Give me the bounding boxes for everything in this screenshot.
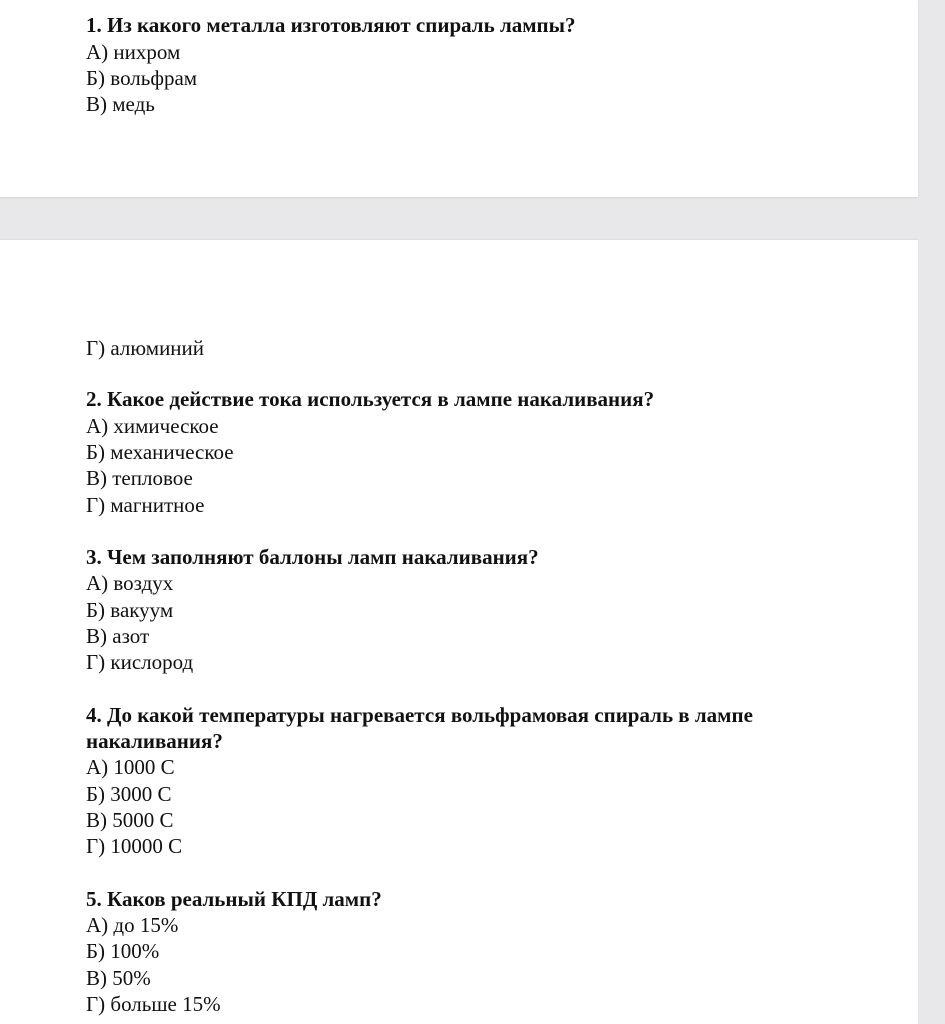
question-4-title-line-2: накаливания? — [86, 729, 223, 753]
question-3-option-d: Г) кислород — [86, 650, 194, 674]
question-2-title: 2. Какое действие тока используется в лампе накаливания? — [86, 387, 655, 411]
question-4-option-d: Г) 10000 С — [86, 834, 183, 858]
question-3-option-c: В) азот — [86, 624, 150, 648]
question-2-option-c: В) тепловое — [86, 466, 193, 490]
question-2-option-a: А) химическое — [86, 414, 219, 438]
document-page-2 — [0, 240, 918, 1024]
question-3-option-b: Б) вакуум — [86, 598, 174, 622]
question-3-title: 3. Чем заполняют баллоны ламп накаливания? — [86, 545, 539, 569]
question-1-option-c: В) медь — [86, 92, 155, 116]
document-page-1 — [0, 0, 918, 197]
question-1-title: 1. Из какого металла изготовляют спираль лампы? — [86, 13, 576, 37]
question-4-option-a: А) 1000 С — [86, 755, 175, 779]
question-1-option-d: Г) алюминий — [86, 336, 205, 360]
question-5-option-d: Г) больше 15% — [86, 992, 221, 1016]
question-2-option-b: Б) механическое — [86, 440, 234, 464]
question-5-option-c: В) 50% — [86, 966, 151, 990]
question-5-option-a: А) до 15% — [86, 913, 179, 937]
question-4-option-b: Б) 3000 С — [86, 782, 172, 806]
question-2-option-d: Г) магнитное — [86, 493, 205, 517]
question-5-title: 5. Каков реальный КПД ламп? — [86, 887, 382, 911]
question-1-option-b: Б) вольфрам — [86, 66, 198, 90]
question-3-option-a: А) воздух — [86, 571, 174, 595]
question-4-option-c: В) 5000 С — [86, 808, 174, 832]
question-5-option-b: Б) 100% — [86, 939, 160, 963]
question-4-title-line-1: 4. До какой температуры нагревается вольфрамовая спираль в лампе — [86, 703, 753, 727]
question-1-option-a: А) нихром — [86, 40, 181, 64]
